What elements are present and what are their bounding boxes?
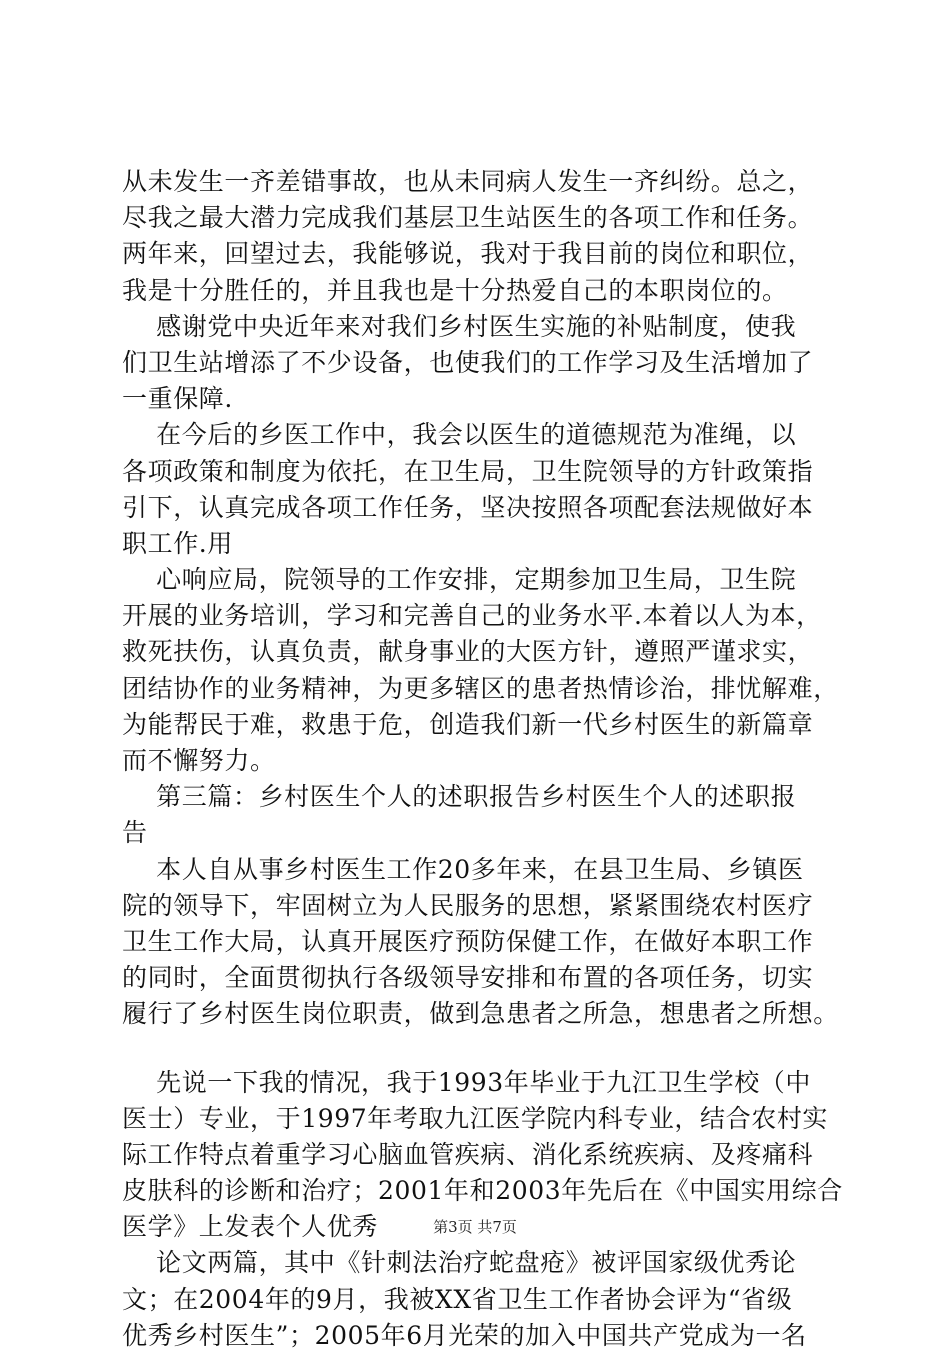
text-line: 心响应局，院领导的工作安排，定期参加卫生局，卫生院 bbox=[122, 565, 797, 595]
text-line: 感谢党中央近年来对我们乡村医生实施的补贴制度，使我 bbox=[122, 311, 797, 341]
section-heading bbox=[122, 779, 842, 851]
text-line: 医士）专业，于1997年考取九江医学院内科专业，结合农村实 bbox=[122, 1103, 829, 1133]
text-line: 医学》上发表个人优秀 bbox=[122, 1212, 379, 1242]
text-line: 们卫生站增添了不少设备，也使我们的工作学习及生活增加了 bbox=[122, 347, 814, 377]
paragraph bbox=[122, 562, 842, 779]
text-line: 我是十分胜任的，并且我也是十分热爱自己的本职岗位的。 bbox=[122, 275, 788, 305]
text-line: 开展的业务培训，学习和完善自己的业务水平.本着以人为本， bbox=[122, 601, 822, 631]
text-line: 际工作特点着重学习心脑血管疾病、消化系统疾病、及疼痛科 bbox=[122, 1139, 814, 1169]
text-line: 一重保障. bbox=[122, 384, 233, 414]
text-line: 在今后的乡医工作中，我会以医生的道德规范为准绳，以 bbox=[122, 420, 797, 450]
paragraph-gap bbox=[122, 1033, 842, 1065]
text-line: 本人自从事乡村医生工作20多年来，在县卫生局、乡镇医 bbox=[122, 854, 804, 884]
text-line: 先说一下我的情况，我于1993年毕业于九江卫生学校（中 bbox=[122, 1067, 812, 1097]
text-line: 从未发生一齐差错事故，也从未同病人发生一齐纠纷。总之， bbox=[122, 167, 814, 196]
text-line: 告 bbox=[122, 818, 148, 848]
paragraph bbox=[122, 1245, 842, 1354]
text-line: 论文两篇，其中《针刺法治疗蛇盘疮》被评国家级优秀论 bbox=[122, 1248, 797, 1278]
text-line: 文；在2004年的9月，我被XX省卫生工作者协会评为“省级 bbox=[122, 1284, 793, 1314]
text-line: 救死扶伤，认真负责，献身事业的大医方针，遵照严谨求实， bbox=[122, 637, 814, 667]
text-line: 各项政策和制度为依托，在卫生局，卫生院领导的方针政策指 bbox=[122, 456, 814, 486]
text-line: 团结协作的业务精神，为更多辖区的患者热情诊治，排忧解难， bbox=[122, 673, 839, 703]
text-line: 职工作.用 bbox=[122, 528, 233, 558]
text-line: 的同时，全面贯彻执行各级领导安排和布置的各项任务，切实 bbox=[122, 963, 814, 993]
paragraph bbox=[122, 852, 842, 1033]
text-line: 院的领导下，牢固树立为人民服务的思想，紧紧围绕农村医疗 bbox=[122, 890, 814, 920]
text-line: 履行了乡村医生岗位职责，做到急患者之所急，想患者之所想。 bbox=[122, 999, 839, 1029]
text-line: 为能帮民于难，救患于危，创造我们新一代乡村医生的新篇章 bbox=[122, 709, 814, 739]
text-line: 尽我之最大潜力完成我们基层卫生站医生的各项工作和任务。 bbox=[122, 203, 814, 233]
page-number: 第3页 共7页 bbox=[433, 1218, 517, 1236]
text-line: 优秀乡村医生”；2005年6月光荣的加入中国共产党成为一名 bbox=[122, 1320, 807, 1350]
paragraph bbox=[122, 164, 842, 309]
text-line: 第三篇：乡村医生个人的述职报告乡村医生个人的述职报 bbox=[122, 782, 797, 812]
text-line: 两年来，回望过去，我能够说，我对于我目前的岗位和职位， bbox=[122, 239, 814, 269]
document-body bbox=[122, 164, 842, 1354]
paragraph bbox=[122, 309, 842, 418]
text-line: 皮肤科的诊断和治疗；2001年和2003年先后在《中国实用综合 bbox=[122, 1176, 843, 1206]
text-line: 卫生工作大局，认真开展医疗预防保健工作，在做好本职工作 bbox=[122, 926, 814, 956]
text-line: 引下，认真完成各项工作任务，坚决按照各项配套法规做好本 bbox=[122, 492, 814, 522]
page-footer bbox=[0, 1216, 950, 1237]
text-line: 而不懈努力。 bbox=[122, 746, 276, 775]
paragraph bbox=[122, 417, 842, 562]
